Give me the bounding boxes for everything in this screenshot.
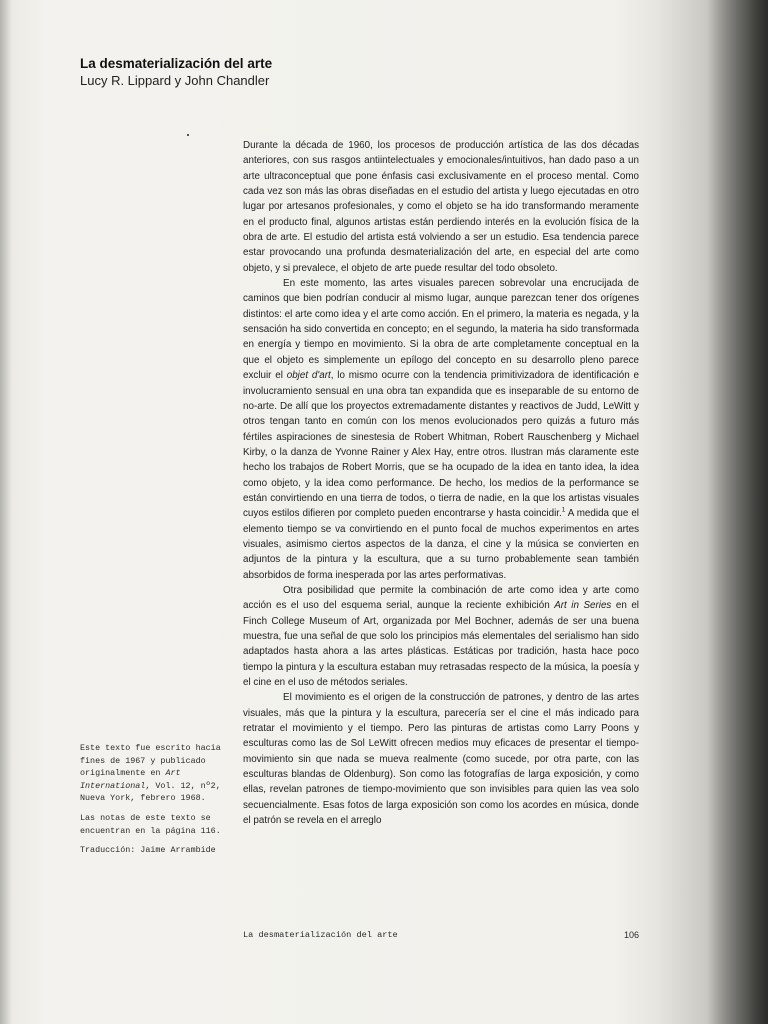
- notes-location: Las notas de este texto se encuentran en la página 116.: [80, 812, 221, 836]
- paragraph-3: Otra posibilidad que permite la combinación de arte como idea y arte como acción es el uso del esquema serial, aunque la reciente exhibición Art in Series en el Finch College Museum of Art, organizada por Mel Bochner, además de ser una buena muestra, fue una señal de que solo los principios más elementales del serialismo han sido adaptados hasta ahora a las artes plásticas. Estáticas por tradición, hasta hace poco tiempo la pintura y la escultura estaban muy retrasadas respecto de la música, la poesía y el cine en el uso de métodos seriales.: [243, 584, 639, 689]
- paragraph-4: El movimiento es el origen de la construcción de patrones, y dentro de las artes visuales, más que la pintura y la escultura, parecería ser el cine el más indicado para retratar el movimiento y el tiempo. Pero las pinturas de artistas como Larry Poons y esculturas como las de Sol LeWitt ofrecen medios muy eficaces de presentar el tiempo-movimiento sin que nada se mueva realmente (como sucede, por otra parte, con las esculturas blandas de Oldenburg). Son como las fotografías de larga exposición, y como ellas, revelan patrones de tiempo-movimiento que son invisibles para quien las vea solo secuencialmente. Esas fotos de larga exposición son como los acordes en música, donde el patrón se revela en el arreglo: [243, 692, 639, 827]
- exhibition-title: Art in Series: [554, 600, 612, 612]
- page-footer: [243, 930, 639, 940]
- running-title: La desmaterialización del arte: [243, 930, 398, 940]
- publication-note: Este texto fue escrito hacia fines de 1967 y publicado originalmente en Art International, Vol. 12, nº2, Nueva York, febrero 1968.: [80, 743, 221, 804]
- article-title: La desmaterialización del arte: [80, 56, 273, 71]
- article-body: [243, 138, 639, 828]
- margin-mark: [187, 134, 189, 136]
- footnote-ref: 1: [561, 506, 566, 514]
- sidebar-notes: [80, 742, 230, 864]
- scan-shadow-right: [658, 0, 768, 1024]
- page-number: 106: [623, 930, 639, 940]
- paragraph-2: En este momento, las artes visuales parecen sobrevolar una encrucijada de caminos que bien podrían conducir al mismo lugar, aunque parezcan tener dos orígenes distintos: el arte como idea y el arte como acción. En el primero, la materia es negada, y la sensación ha sido convertida en concepto; en el segundo, la materia ha sido transformada en energía y tiempo en movimiento. Si la obra de arte completamente conceptual en la que el objeto es simplemente un epílogo del concepto en su desarrollo pleno parece excluir el objet d'art, lo mismo ocurre con la tendencia primitivizadora de identificación e involucramiento sensual en una obra tan expandida que es inseparable de su entorno de no-arte. De allí que los proyectos extremadamente distantes y reactivos de Judd, LeWitt y otros tengan tanto en común con los menos evolucionados pero quizás a futuro más fértiles aspiraciones de sinestesia de Robert Whitman, Robert Rauschenberg y Michael Kirby, o la danza de Yvonne Rainer y Alex Hay, entre otros. Ilustran más claramente este hecho los trabajos de Robert Morris, que se ha ocupado de la idea en tanto idea, la idea como objeto, y la idea como performance. De hecho, los medios de la performance se están convirtiendo en una tierra de todos, o tierra de nadie, en la que los artistas visuales cuyos estilos difieren por completo pueden encontrarse y hasta coincidir.$^1$ A medida que el elemento tiempo se va convirtiendo en el punto focal de muchos experimentos en artes visuales, asimismo ciertos aspectos de la danza, el cine y la música se convierten en adjuntos de la pintura y la escultura, que a su turno probablemente sean también absorbidos de forma inesperada por las artes performativas.: [243, 278, 639, 581]
- article-authors: Lucy R. Lippard y John Chandler: [80, 73, 270, 88]
- translator-credit: Traducción: Jaime Arrambide: [80, 845, 216, 856]
- journal-title: Art International: [80, 768, 181, 791]
- article-header: [80, 56, 272, 89]
- italic-term: objet d'art: [286, 370, 331, 382]
- paragraph-1: Durante la década de 1960, los procesos de producción artística de las dos décadas anteriores, con sus rasgos antiintelectuales y emocionales/intuitivos, han dado paso a un arte ultraconceptual que pone énfasis casi exclusivamente en el proceso mental. Como cada vez son más las obras diseñadas en el estudio del artista y luego ejecutadas en otro lugar por artesanos profesionales, y como el objeto se ha ido transformando meramente en el producto final, algunos artistas están perdiendo interés en la evolución física de la obra de arte. El estudio del artista está volviendo a ser un estudio. Esa tendencia parece estar provocando una profunda desmaterialización del arte, en especial del arte como objeto, y si prevalece, el objeto de arte puede resultar del todo obsoleto.: [243, 140, 639, 274]
- scan-shadow-left: [0, 0, 12, 1024]
